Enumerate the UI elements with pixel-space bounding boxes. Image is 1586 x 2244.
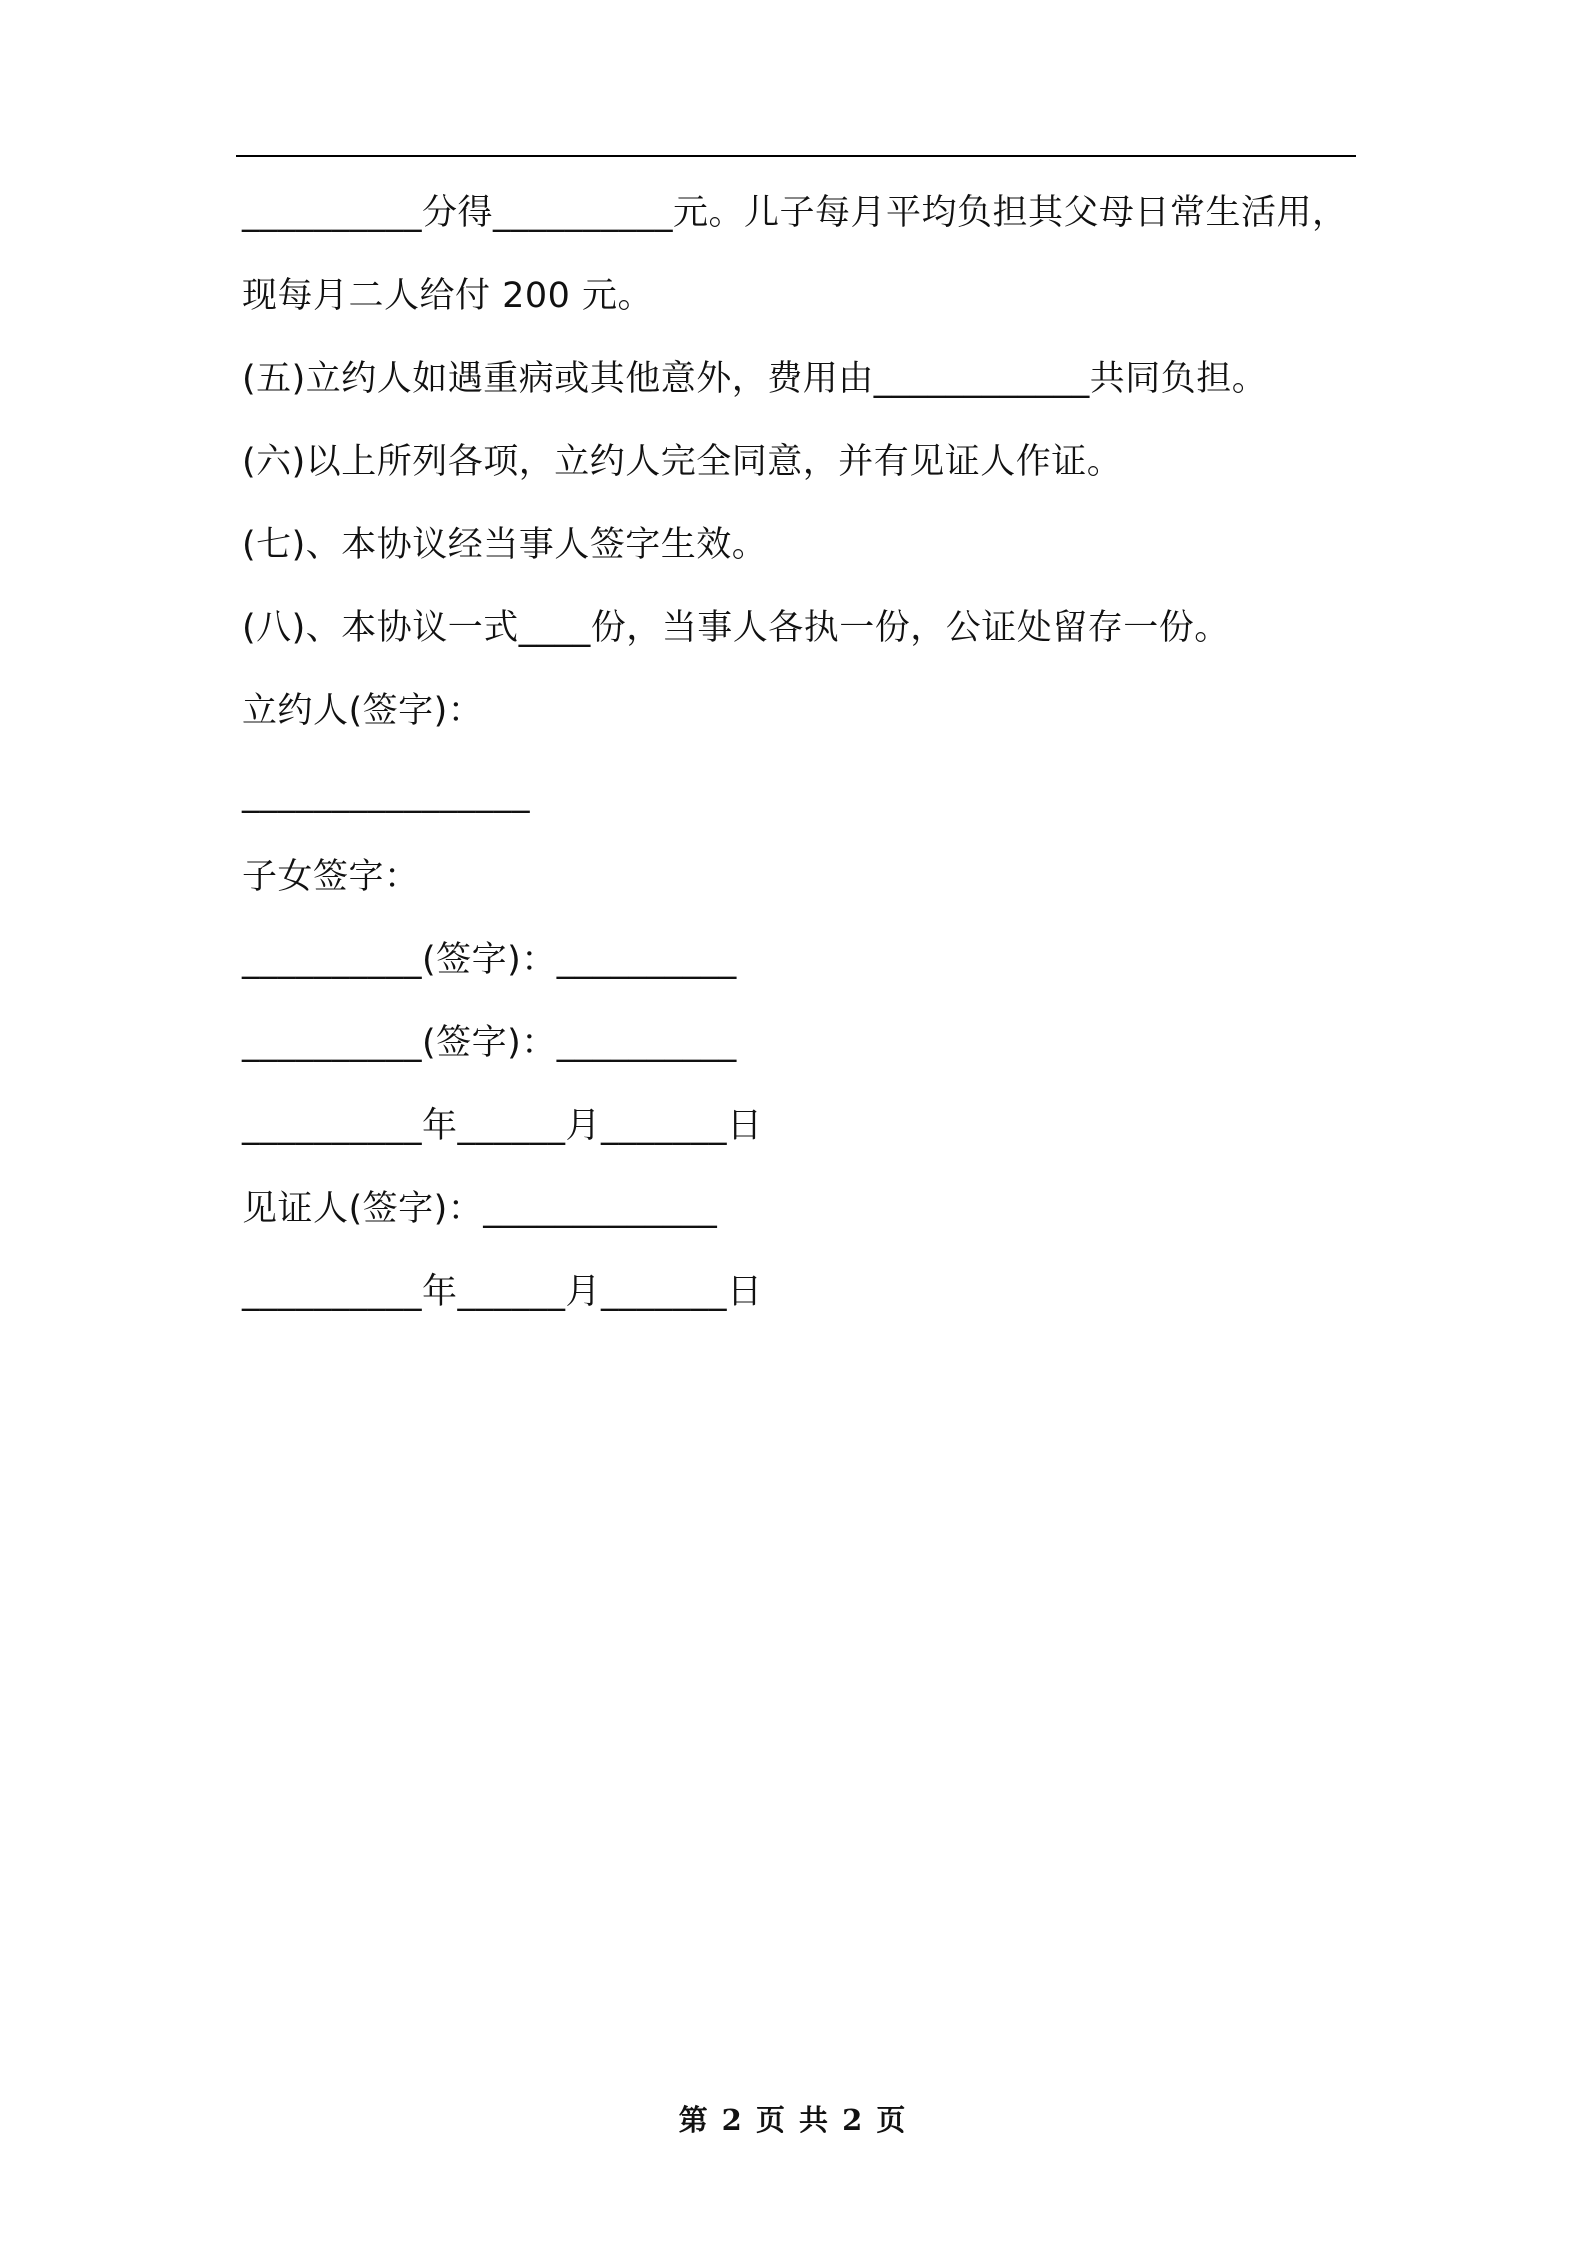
clause-monthly-payment: 现每月二人给付 200 元。 (242, 276, 654, 316)
clause-seven: (七)、本协议经当事人签字生效。 (242, 525, 768, 565)
children-signature-label: 子女签字： (242, 857, 420, 897)
clause-five: (五)立约人如遇重病或其他意外，费用由____________共同负担。 (242, 359, 1268, 399)
clause-eight: (八)、本协议一式____份，当事人各执一份，公证处留存一份。 (242, 608, 1230, 648)
clause-six: (六)以上所列各项，立约人完全同意，并有见证人作证。 (242, 442, 1123, 482)
party-signature-blank: ________________ (242, 774, 530, 814)
clause-income-continued: __________分得__________元。儿子每月平均负担其父母日常生活用， (242, 193, 1348, 233)
page-number: 第 2 页 共 2 页 (678, 2103, 908, 2137)
children-date-line: __________年______月_______日 (242, 1106, 763, 1146)
child-signature-line-2: __________(签字)：__________ (242, 1023, 737, 1063)
header-rule (236, 155, 1356, 157)
child-signature-line-1: __________(签字)：__________ (242, 940, 737, 980)
witness-signature-line: 见证人(签字)：_____________ (242, 1189, 718, 1229)
witness-date-line: __________年______月_______日 (242, 1272, 763, 1312)
document-body (242, 193, 1402, 1358)
party-signature-label: 立约人(签字)： (242, 691, 484, 731)
